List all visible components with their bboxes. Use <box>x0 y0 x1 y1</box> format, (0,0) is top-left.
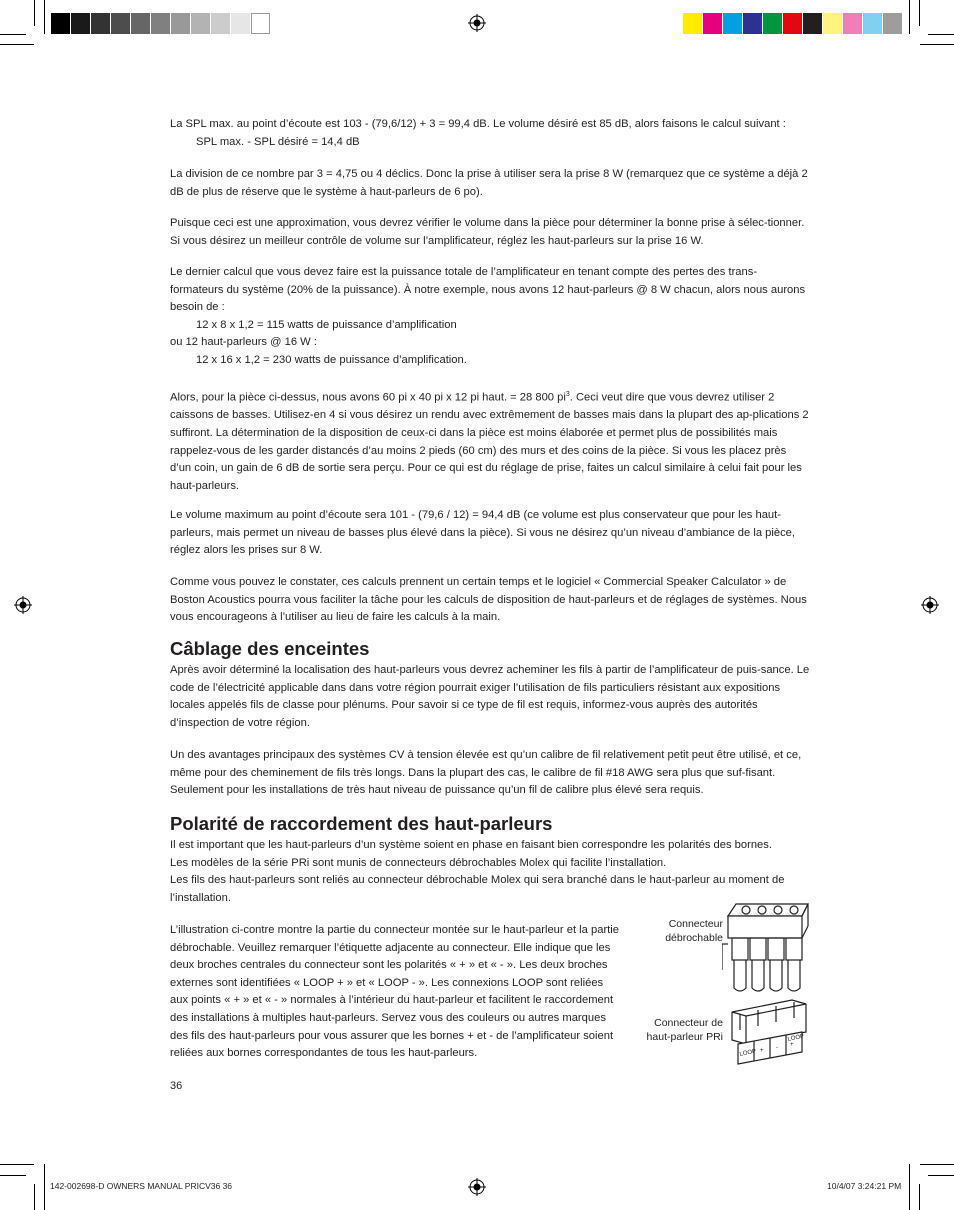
pin-label: LOOP <box>739 1048 757 1058</box>
registration-mark-icon <box>468 14 486 32</box>
superscript: 3 <box>565 391 570 398</box>
label-line: débrochable <box>665 932 723 944</box>
text-block: Les fils des haut-parleurs sont reliés au connecteur débrochable Molex qui sera branché dans le haut-parleur au moment de l’installation. <box>170 874 785 904</box>
calibration-swatch <box>71 13 90 34</box>
pin-label: + <box>790 1042 794 1048</box>
slug-file-info: 142-002698-D OWNERS MANUAL PRICV36 36 <box>50 1181 233 1191</box>
label-speaker-connector <box>620 1016 723 1044</box>
calc-line: 12 x 16 x 1,2 = 230 watts de puissance d’amplification. <box>196 353 467 366</box>
calc-line: 12 x 8 x 1,2 = 115 watts de puissance d’amplification <box>196 318 457 331</box>
paragraph-amplifier-power <box>170 264 810 370</box>
calibration-swatch <box>251 13 270 34</box>
registration-mark-icon <box>468 1178 486 1196</box>
calibration-swatch <box>743 13 762 34</box>
calibration-swatch <box>111 13 130 34</box>
paragraph-wiring: Après avoir déterminé la localisation des haut-parleurs vous devrez acheminer les fils à partir de l’amplificateur de puis-sance. Le code de l’électricité applicable dans dans votre région pourrait exiger l’utilisation de fils particuliers résistant aux expositions locales appelés fils de classe pour plénums. Pour savoir si ce type de fil est requis, informez-vous auprès des autorités d’inspection de votre région. <box>170 664 810 729</box>
paragraph-spl-max <box>170 116 810 151</box>
pin-label: - <box>776 1045 778 1051</box>
paragraph-subwoofers <box>170 386 810 495</box>
paragraph-calculator: Comme vous pouvez le constater, ces calculs prennent un certain temps et le logiciel « Commercial Speaker Calculator » de Boston Acoustics pourra vous faciliter la tâche pour les calculs de disposition de haut-parleurs et de réglages de systèmes. Nous vous encourageons à l’utiliser au lieu de faire les calculs à la main. <box>170 576 807 624</box>
calibration-swatch <box>211 13 230 34</box>
label-line: haut-parleur PRi <box>646 1031 723 1043</box>
pin-label: LOOP <box>787 1033 805 1043</box>
calibration-swatch <box>683 13 702 34</box>
label-line: Connecteur de <box>654 1017 723 1029</box>
text-block: Alors, pour la pièce ci-dessus, nous avons 60 pi x 40 pi x 12 pi haut. = 28 800 pi <box>170 391 566 404</box>
paragraph-illustration: L’illustration ci-contre montre la partie du connecteur montée sur le haut-parleur et la partie débrochable. Veuillez remarquer l’étiquette adjacente au connecteur. Elle indique que les deux broches centrales du connecteur sont les polarités « + » et « - ». Les deux broches externes sont identifiées « LOOP + » et « LOOP - ». Les connexions LOOP sont reliées aux points « + » et « - » normales à l’intérieur du haut-parleur et facilitent le raccordement des installations à multiples haut-parleurs. Servez vous des couleurs ou autres marques des fils des haut-parleurs pour vous assurer que les bornes + et - de l’amplificateur soient reliées aux bornes correspondantes de tous les haut-parleurs. <box>170 924 619 1060</box>
calibration-swatch <box>803 13 822 34</box>
paragraph-division: La division de ce nombre par 3 = 4,75 ou 4 déclics. Donc la prise à utiliser sera la prise 8 W (remarquez que ce système a déjà 2 dB de plus de réserve que le système à haut-parleurs de 6 po). <box>170 168 808 198</box>
calibration-swatch <box>823 13 842 34</box>
text-line: Les modèles de la série PRi sont munis de connecteurs débrochables Molex qui facilite l’installation. <box>170 856 667 869</box>
calibration-swatch <box>191 13 210 34</box>
calibration-swatch <box>763 13 782 34</box>
text-line: La SPL max. au point d’écoute est 103 - (79,6/12) + 3 = 99,4 dB. Le volume désiré est 85 dB, alors faisons le calcul suivant : <box>170 118 786 130</box>
label-plug-connector <box>640 917 723 945</box>
calibration-swatch <box>91 13 110 34</box>
text-line: ou 12 haut-parleurs @ 16 W : <box>170 336 317 349</box>
calibration-swatch <box>131 13 150 34</box>
calibration-swatch <box>863 13 882 34</box>
pin-label: + <box>760 1048 764 1054</box>
calibration-swatch <box>231 13 250 34</box>
label-line: Connecteur <box>668 918 723 930</box>
paragraph-approximation: Puisque ceci est une approximation, vous devrez vérifier le volume dans la pièce pour déterminer la bonne prise à sélec-tionner. Si vous désirez un meilleur contrôle de volume sur l’amplificateur, réglez les haut-parleurs sur la prise 16 W. <box>170 217 805 247</box>
plug-connector-icon <box>722 904 808 991</box>
calibration-swatch <box>783 13 802 34</box>
section-heading-wiring: Câblage des enceintes <box>170 638 370 659</box>
calibration-swatch <box>843 13 862 34</box>
text-line: Il est important que les haut-parleurs d’un système soient en phase en faisant bien correspondre les polarités des bornes. <box>170 839 772 851</box>
slug-timestamp: 10/4/07 3:24:21 PM <box>827 1181 902 1191</box>
calibration-swatch <box>723 13 742 34</box>
calc-line: SPL max. - SPL désiré = 14,4 dB <box>196 135 360 148</box>
paragraph-polarity <box>170 837 810 907</box>
text-block: . Ceci veut dire que vous devrez utiliser 2 caissons de basses. Utilisez-en 4 si vous désirez un rendu avec extrêmement de basses mais dans la plupart des ap-plications 2 suffiront. La détermination de la disposition de ceux-ci dans la pièce est moins élaborée et permet plus de possibilités mais rappelez-vous de les garder distancés d’au moins 2 pieds (60 cm) des murs et des coins de la pièce. Si vous les placez près d’un coin, un gain de 6 dB de sortie sera perçu. Pour ce qui est du réglage de prise, faites un calcul similaire à celui fait pour les haut-parleurs. <box>170 391 809 492</box>
paragraph-max-volume: Le volume maximum au point d’écoute sera 101 - (79,6 / 12) = 94,4 dB (ce volume est plus conservateur que pour les haut-parleurs, mais permet un niveau de basses plus élevé dans la pièce). Si vous ne désirez qu’un niveau d’ambiance de la pièce, réglez alors les prises sur 8 W. <box>170 509 796 557</box>
calibration-swatch <box>51 13 70 34</box>
registration-mark-icon <box>921 596 939 614</box>
text-block: Le dernier calcul que vous devez faire est la puissance totale de l’amplificateur en tenant compte des pertes des trans-formateurs du système (20% de la puissance). À notre exemple, nous avons 12 haut-parleurs @ 8 W chacun, alors nous aurons besoin de : <box>170 266 806 314</box>
paragraph-wire-gauge: Un des avantages principaux des systèmes CV à tension élevée est qu’un calibre de fil relativement petit peut être utilisé, et ce, même pour des cheminement de fils très longs. Dans la plupart des cas, le calibre de fil #18 AWG sera plus que suf-fisant. Seulement pour les installations de très haut niveau de puissance qu’un fil de calibre plus élevé sera requis. <box>170 749 802 797</box>
calibration-swatch <box>703 13 722 34</box>
registration-mark-icon <box>14 596 32 614</box>
page-number: 36 <box>170 1080 183 1092</box>
calibration-swatch <box>883 13 902 34</box>
molex-connector-illustration <box>722 900 812 1070</box>
calibration-swatch <box>151 13 170 34</box>
calibration-swatch <box>171 13 190 34</box>
section-heading-polarity: Polarité de raccordement des haut-parleurs <box>170 813 553 834</box>
